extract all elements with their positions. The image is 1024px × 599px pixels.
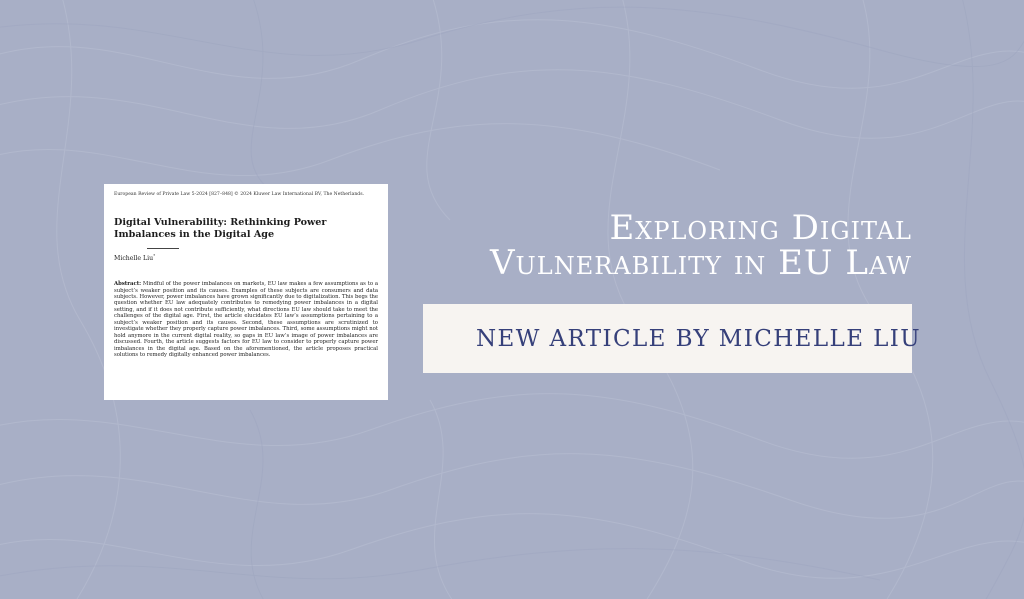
author-footnote-mark: * bbox=[153, 253, 156, 258]
banner-text: NEW ARTICLE BY MICHELLE LIU bbox=[476, 325, 922, 352]
journal-citation: European Review of Private Law 5-2024 [827–848] © 2024 Kluwer Law International BV, The Netherlands. bbox=[114, 192, 365, 197]
page-heading bbox=[440, 208, 912, 283]
heading-line-2: Vulnerability in EU Law bbox=[489, 243, 912, 283]
abstract-text: Mindful of the power imbalances on markets, EU law makes a few assumptions as to a subject’s weaker position and its causes. Examples of these subjects are consumers and data subjects. However, power imbalances have grown significantly due to digitalization. This begs the question whether EU law adequately contributes to remedying power imbalances in a digital setting, and if it does not contribute sufficiently, what directions EU law should take to meet the challenges of the digital age. First, the article elucidates EU law’s assumptions pertaining to a subject’s weaker position and its causes. Second, these assumptions are scrutinized to investigate whether they properly capture power imbalances. Third, some assumptions might not hold anymore in the current digital reality, so gaps in EU law’s image of power imbalances are discussed. Fourth, the article suggests factors for EU law to consider to properly capture power imbalances in the digital age. Based on the aforementioned, the article proposes practical solutions to remedy digitally enhanced power imbalances. bbox=[114, 281, 379, 359]
announcement-banner bbox=[423, 304, 922, 373]
article-preview bbox=[104, 184, 388, 400]
article-title: Digital Vulnerability: Rethinking Power Imbalances in the Digital Age bbox=[114, 217, 327, 240]
article-author bbox=[114, 252, 378, 263]
abstract-label: Abstract: bbox=[114, 281, 142, 288]
heading-line-1: Exploring Digital bbox=[609, 208, 912, 248]
title-divider bbox=[147, 248, 179, 249]
article-abstract bbox=[114, 281, 378, 358]
author-name: Michelle Liu bbox=[114, 255, 154, 263]
